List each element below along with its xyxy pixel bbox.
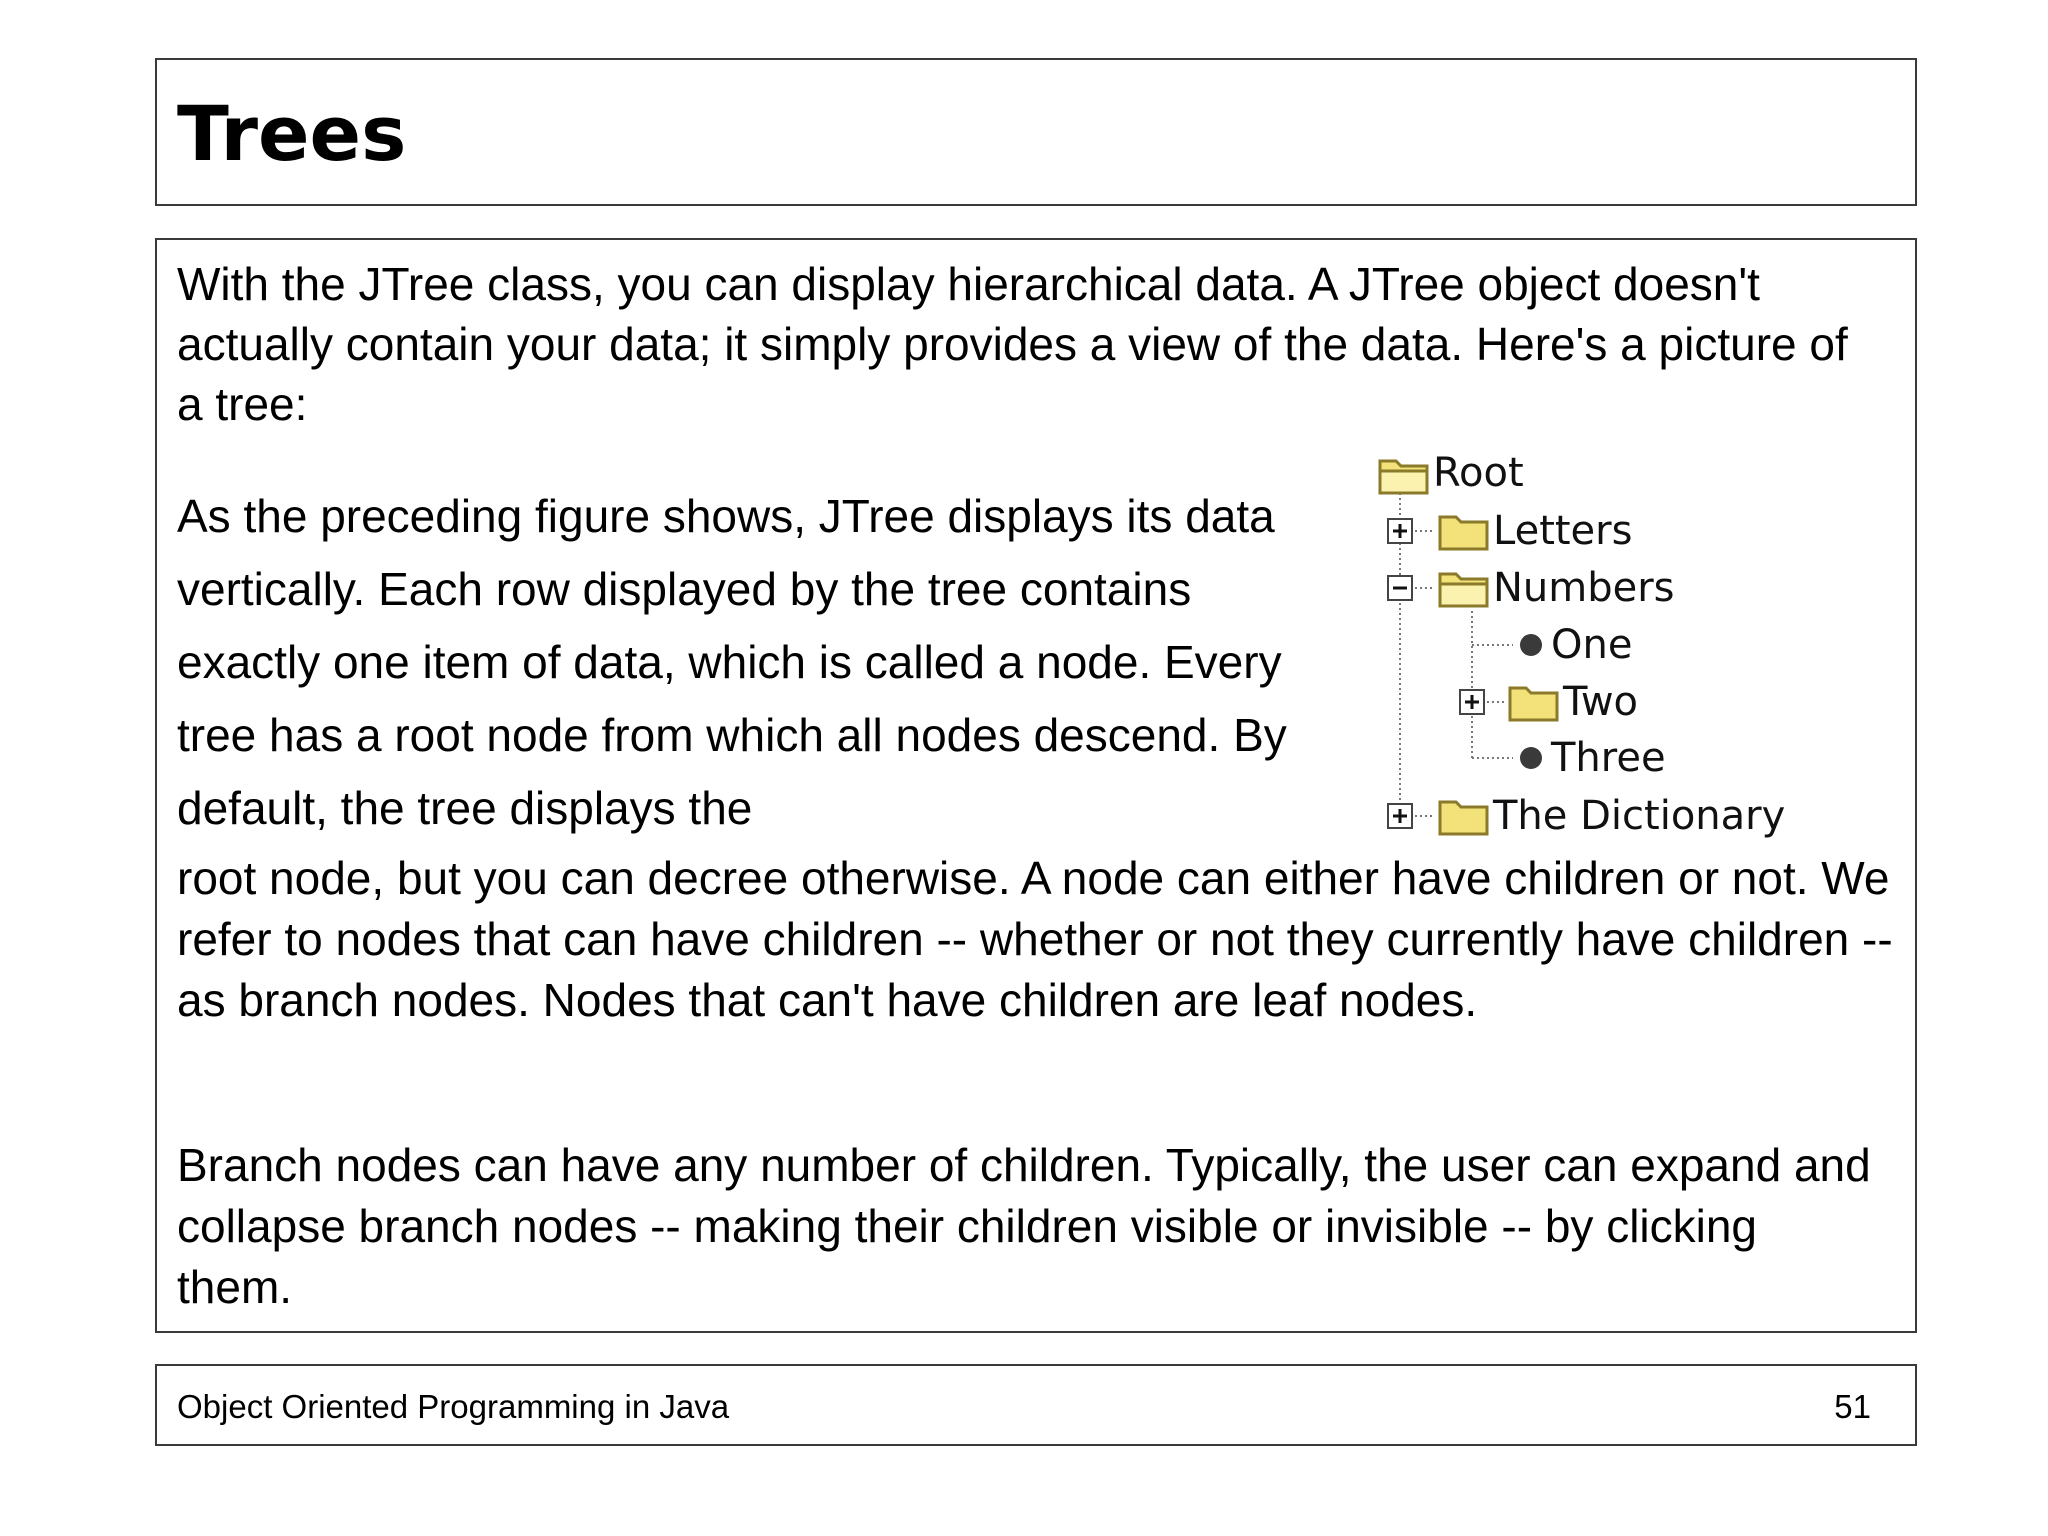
intro-paragraph: With the JTree class, you can display hierarchical data. A JTree object doesn't actually contain your data; it simply provides a view of the data. Here's a picture of a tree: (177, 258, 1848, 430)
description-paragraph-left: As the preceding figure shows, JTree displays its data vertically. Each row displayed by the tree contains exactly one item of data, which is called a node. Every tree has a root node from which all nodes descend. By default, the tree displays the (177, 490, 1287, 834)
leaf-node-icon (1517, 631, 1545, 659)
open-folder-icon (1377, 451, 1431, 497)
branch-paragraph: Branch nodes can have any number of children. Typically, the user can expand and collapse branch nodes -- making their children visible or invisible -- by clicking them. (177, 1139, 1871, 1313)
tree-node-root[interactable]: Root (1433, 450, 1524, 496)
course-title: Object Oriented Programming in Java (177, 1388, 730, 1425)
expand-plus-icon[interactable] (1459, 689, 1485, 715)
tree-node-letters[interactable]: Letters (1493, 508, 1633, 554)
folder-icon (1507, 678, 1561, 724)
footer-panel (155, 1364, 1917, 1446)
tree-node-three[interactable]: Three (1551, 735, 1666, 781)
folder-icon (1437, 507, 1491, 553)
open-folder-icon (1437, 564, 1491, 610)
tree-node-two[interactable]: Two (1563, 679, 1638, 725)
description-paragraph-continued: root node, but you can decree otherwise. A node can either have children or not. We refer to nodes that can have children -- whether or not they currently have children -- as branch nodes. Nodes that can't have children are leaf nodes. (177, 852, 1893, 1026)
jtree-figure (1375, 451, 1835, 851)
page-number: 51 (1834, 1388, 1871, 1425)
tree-node-numbers[interactable]: Numbers (1493, 565, 1675, 611)
title-panel (155, 58, 1917, 206)
expand-plus-icon[interactable] (1387, 518, 1413, 544)
leaf-node-icon (1517, 744, 1545, 772)
folder-icon (1437, 792, 1491, 838)
expand-plus-icon[interactable] (1387, 803, 1413, 829)
tree-node-one[interactable]: One (1551, 622, 1633, 668)
collapse-minus-icon[interactable] (1387, 575, 1413, 601)
slide-title: Trees (177, 89, 407, 178)
tree-node-dictionary[interactable]: The Dictionary (1493, 793, 1786, 839)
